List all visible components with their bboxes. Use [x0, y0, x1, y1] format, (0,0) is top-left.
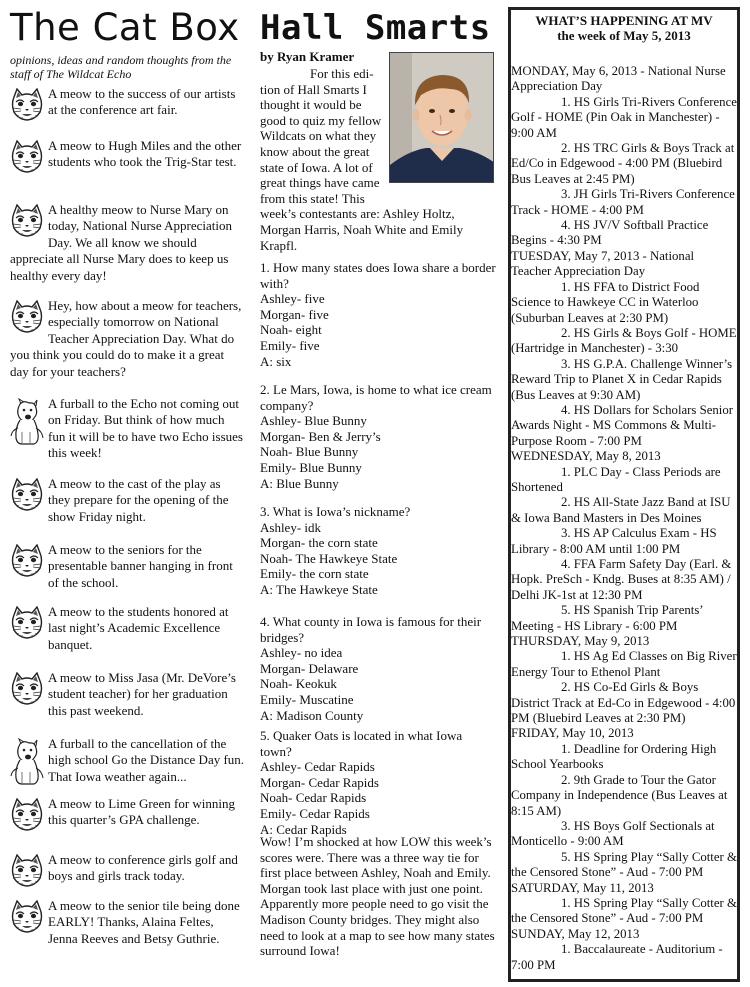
- answer-line: Emily- Muscatine: [260, 691, 354, 707]
- quiz-question: [260, 504, 496, 598]
- cat-face-icon: [10, 300, 44, 334]
- answer-line: A: Blue Bunny: [260, 475, 339, 491]
- furball-item: [10, 396, 245, 462]
- day-heading: THURSDAY, May 9, 2013: [511, 634, 650, 649]
- event-item: 1. HS Ag Ed Classes on Big River Energy Tour to Ethenol Plant: [511, 649, 737, 679]
- item-text: A meow to conference girls golf and boys and girls track today.: [48, 852, 238, 884]
- item-text: A meow to Hugh Miles and the other students who took the Trig-Star test.: [48, 138, 242, 170]
- day-heading: WEDNESDAY, May 8, 2013: [511, 449, 661, 464]
- answer-line: Morgan- Ben & Jerry’s: [260, 428, 381, 444]
- intro-line: tion of Hall Smarts I: [260, 81, 367, 97]
- answer-line: Ashley- Blue Bunny: [260, 413, 367, 429]
- meow-item: [10, 86, 245, 122]
- answer-line: Ashley- no idea: [260, 645, 343, 661]
- day-heading: MONDAY, May 6, 2013 - National Nurse Appreciation Day: [511, 64, 726, 94]
- whats-happening-box: [508, 7, 740, 982]
- item-text: A healthy meow to Nurse Mary on today, National Nurse Appreciation Day. We all know we should appreciate all Nurse Mary does to keep us healthy every day!: [10, 202, 232, 283]
- cat-box-column: [10, 8, 245, 81]
- closing-paragraph: Wow! I’m shocked at how LOW this week’s scores were. There was a three way tie for first place between Ashley, Noah and Emily. Morgan took last place with just one point. Apparently more people need to go visit the Madison County bridges. They might also need to look at a map to see how many states surround Iowa!: [260, 834, 495, 959]
- item-text: A furball to the Echo not coming out on Friday. But think of how much fun it will be to have two Echo issues this week!: [48, 396, 243, 461]
- event-item: 2. HS Co-Ed Girls & Boys District Track at Ed-Co in Edgewood - 4:00 PM (Bluebird Leaves at 2:30 PM): [511, 680, 736, 726]
- answer-line: Emily- the corn state: [260, 566, 369, 582]
- intro-line: good to quiz my fellow: [260, 112, 382, 128]
- cat-face-icon: [10, 672, 44, 706]
- furball-cat-icon: [10, 738, 44, 786]
- intro-line: great things have came: [260, 175, 380, 191]
- answer-line: Ashley- five: [260, 291, 325, 307]
- event-item: 1. Baccalaureate - Auditorium - 7:00 PM: [511, 942, 723, 972]
- intro-line: state of Iowa. A lot of: [260, 159, 373, 175]
- answer-line: Emily- Blue Bunny: [260, 459, 362, 475]
- event-item: 2. 9th Grade to Tour the Gator Company in Independence (Bus Leaves at 8:15 AM): [511, 772, 728, 818]
- answer-line: Morgan- Delaware: [260, 660, 359, 676]
- item-text: A meow to the senior tile being done EARLY! Thanks, Alaina Feltes, Jenna Reeves and Betsy Guthrie.: [48, 898, 240, 946]
- cat-box-title: The Cat Box: [10, 6, 240, 49]
- answer-line: A: six: [260, 353, 292, 369]
- answer-line: A: Madison County: [260, 707, 364, 723]
- intro-line: from this state! This: [260, 190, 365, 206]
- answer-line: Ashley- Cedar Rapids: [260, 759, 375, 775]
- quiz-question: [260, 382, 496, 491]
- event-item: 4. FFA Farm Safety Day (Earl. & Hopk. PreSch - Kndg. Buses at 8:35 AM) / Delhi JK-1st at 12:30 PM: [511, 557, 732, 602]
- hall-smarts-title: Hall Smarts: [260, 8, 491, 48]
- event-item: 4. HS JV/V Softball Practice Begins - 4:30 PM: [511, 218, 709, 248]
- hall-smarts-column: [260, 8, 496, 959]
- question-text: 4. What county in Iowa is famous for their bridges?: [260, 614, 482, 645]
- answer-line: Morgan- five: [260, 306, 329, 322]
- event-item: 1. PLC Day - Class Periods are Shortened: [511, 464, 721, 494]
- event-item: 1. HS FFA to District Food Science to Hawkeye CC in Waterloo (Suburban Leaves at 2:30 PM): [511, 279, 700, 325]
- event-item: 2. HS Girls & Boys Golf - HOME (Hartridge in Manchester) - 3:30: [511, 325, 737, 356]
- meow-item: [10, 476, 245, 525]
- meow-item: [10, 202, 245, 284]
- cat-face-icon: [10, 204, 44, 238]
- answer-line: Noah- eight: [260, 322, 322, 338]
- answer-line: Emily- five: [260, 337, 320, 353]
- cat-face-icon: [10, 544, 44, 578]
- answer-line: Noah- Cedar Rapids: [260, 790, 367, 806]
- event-item: 1. HS Spring Play “Sally Cotter & the Censored Stone” - Aud - 7:00 PM: [511, 895, 737, 926]
- answer-line: A: The Hawkeye State: [260, 581, 378, 597]
- cat-face-icon: [10, 798, 44, 832]
- cat-face-icon: [10, 478, 44, 512]
- question-text: 5. Quaker Oats is located in what Iowa town?: [260, 728, 463, 759]
- meow-item: [10, 542, 245, 591]
- answer-line: Ashley- idk: [260, 519, 322, 535]
- answer-line: Morgan- Cedar Rapids: [260, 774, 379, 790]
- question-text: 3. What is Iowa’s nickname?: [260, 504, 411, 519]
- event-item: 5. HS Spring Play “Sally Cotter & the Censored Stone” - Aud - 7:00 PM: [511, 849, 737, 880]
- answer-line: Noah- The Hawkeye State: [260, 550, 398, 566]
- intro-line: Wildcats on what they: [260, 128, 377, 144]
- item-text: A meow to the seniors for the presentable banner hanging in front of the school.: [48, 542, 233, 590]
- event-item: 5. HS Spanish Trip Parents’ Meeting - HS Library - 6:00 PM: [511, 603, 703, 633]
- cat-face-icon: [10, 606, 44, 640]
- event-item: 1. HS Girls Tri-Rivers Conference Golf - HOME (Pin Oak in Manchester) - 9:00 AM: [511, 94, 737, 140]
- byline: by Ryan Kramer: [260, 49, 355, 64]
- item-text: A meow to Lime Green for winning this quarter’s GPA challenge.: [48, 796, 236, 828]
- item-text: Hey, how about a meow for teachers, especially tomorrow on National Teacher Appreciation Day. What do you think you could do to make it a great day for your teachers?: [10, 298, 242, 379]
- furball-item: [10, 736, 245, 786]
- cat-face-icon: [10, 88, 44, 122]
- meow-item: [10, 852, 245, 888]
- cat-face-icon: [10, 140, 44, 174]
- item-text: A furball to the cancellation of the high school Go the Distance Day fun. That Iowa weather again...: [48, 736, 245, 784]
- events-list: [511, 64, 737, 973]
- answer-line: Noah- Keokuk: [260, 676, 337, 692]
- intro-line: know about the great: [260, 143, 370, 159]
- meow-item: [10, 796, 245, 832]
- item-text: A meow to the students honored at last night’s Academic Excellence banquet.: [48, 604, 229, 652]
- event-item: 3. HS Boys Golf Sectionals at Monticello - 9:00 AM: [511, 818, 715, 849]
- question-text: 2. Le Mars, Iowa, is home to what ice cream company?: [260, 382, 492, 413]
- meow-item: [10, 670, 245, 719]
- quiz-question: [260, 260, 496, 369]
- event-item: 1. Deadline for Ordering High School Yearbooks: [511, 741, 717, 772]
- hall-smarts-intro: [260, 66, 496, 253]
- answer-line: A: Cedar Rapids: [260, 821, 347, 837]
- whats-happening-title: WHAT’S HAPPENING AT MV the week of May 5, 2013: [535, 13, 713, 43]
- event-item: 3. HS AP Calculus Exam - HS Library - 8:00 AM until 1:00 PM: [511, 526, 717, 556]
- question-text: 1. How many states does Iowa share a border with?: [260, 260, 496, 291]
- event-item: 2. HS TRC Girls & Boys Track at Ed/Co in Edgewood - 4:00 PM (Bluebird Bus Leaves at 2:45 PM): [511, 141, 735, 186]
- item-text: A meow to the success of our artists at the conference art fair.: [48, 86, 236, 118]
- day-heading: TUESDAY, May 7, 2013 - National Teacher Appreciation Day: [511, 248, 695, 279]
- answer-line: Noah- Blue Bunny: [260, 444, 359, 460]
- meow-item: [10, 298, 245, 380]
- item-text: A meow to Miss Jasa (Mr. DeVore’s student teacher) for her graduation this past weekend.: [48, 670, 236, 718]
- event-item: 2. HS All-State Jazz Band at ISU & Iowa Band Masters in Des Moines: [511, 495, 731, 525]
- event-item: 4. HS Dollars for Scholars Senior Awards Night - MS Commons & Multi-Purpose Room - 7:00 PM: [511, 402, 734, 448]
- meow-item: [10, 604, 245, 653]
- cat-face-icon: [10, 900, 44, 934]
- event-item: 3. JH Girls Tri-Rivers Conference Track - HOME - 4:00 PM: [511, 187, 735, 217]
- item-text: A meow to the cast of the play as they prepare for the opening of the show Friday night.: [48, 476, 229, 524]
- meow-item: [10, 138, 245, 174]
- intro-line: thought it would be: [260, 97, 362, 113]
- day-heading: SATURDAY, May 11, 2013: [511, 880, 654, 895]
- answer-line: Morgan- the corn state: [260, 535, 378, 551]
- cat-face-icon: [10, 854, 44, 888]
- meow-item: [10, 898, 245, 947]
- intro-rest: week’s contestants are: Ashley Holtz, Morgan Harris, Noah White and Emily Krapfl.: [260, 206, 464, 253]
- quiz-question: [260, 614, 496, 723]
- cat-box-subtitle: opinions, ideas and random thoughts from the staff of The Wildcat Echo: [10, 53, 232, 81]
- intro-line: For this edi-: [310, 66, 374, 81]
- quiz-question: [260, 728, 496, 837]
- answer-line: Emily- Cedar Rapids: [260, 805, 370, 821]
- day-heading: SUNDAY, May 12, 2013: [511, 926, 640, 941]
- day-heading: FRIDAY, May 10, 2013: [511, 726, 634, 741]
- furball-cat-icon: [10, 398, 44, 446]
- event-item: 3. HS G.P.A. Challenge Winner’s Reward Trip to Planet X in Cedar Rapids (Bus Leaves at 9:30 AM): [511, 356, 733, 402]
